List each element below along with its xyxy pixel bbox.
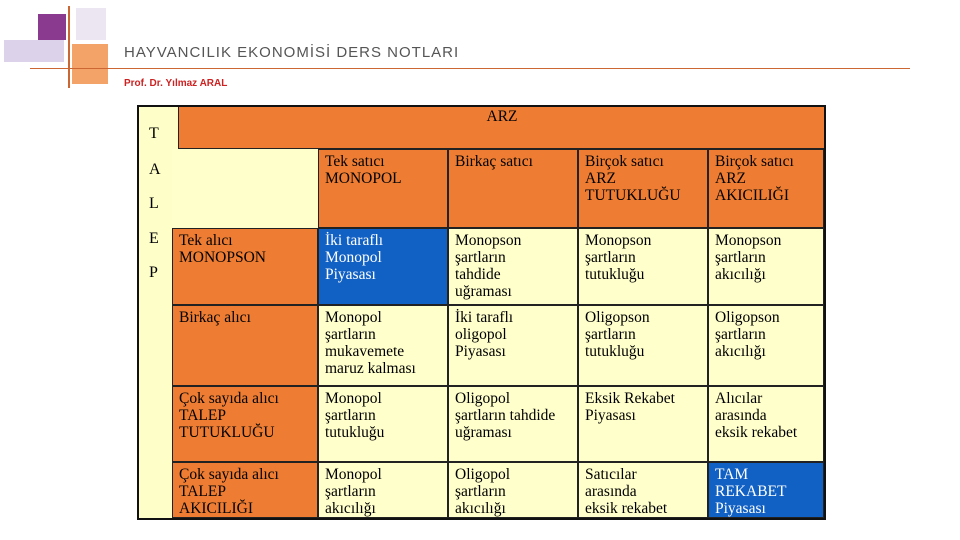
decor-square-purple: [38, 14, 66, 40]
row-label-talep-akiciligi: Çok sayıda alıcı TALEP AKICILIĞI: [172, 462, 318, 518]
row-label-talep-tutuklugu: Çok sayıda alıcı TALEP TUTUKLUĞU: [172, 386, 318, 462]
cell-r4-c1: Monopol şartların akıcılığı: [318, 462, 448, 518]
side-letter-a: A: [149, 161, 161, 178]
decor-horizontal-line: [30, 68, 910, 69]
side-letter-p: P: [149, 264, 158, 281]
side-letter-t: T: [149, 125, 159, 142]
cell-r3-c3: Eksik Rekabet Piyasası: [578, 386, 708, 462]
arz-header-label: ARZ: [486, 108, 518, 125]
cell-r3-c2: Oligopol şartların tahdide uğraması: [448, 386, 578, 462]
cell-r3-c1: Monopol şartların tutukluğu: [318, 386, 448, 462]
row-label-tek-alici: Tek alıcı MONOPSON: [172, 228, 318, 305]
cell-r4-c3: Satıcılar arasında eksik rekabet: [578, 462, 708, 518]
side-letter-l: L: [149, 195, 159, 212]
row-label-birkac-alici: Birkaç alıcı: [172, 305, 318, 386]
cell-r4-c4: TAM REKABET Piyasası: [708, 462, 824, 518]
cell-r1-c3: Monopson şartların tutukluğu: [578, 228, 708, 305]
cell-r2-c3: Oligopson şartların tutukluğu: [578, 305, 708, 386]
column-header-arz-akiciligi: Birçok satıcı ARZ AKICILIĞI: [708, 149, 824, 228]
cell-r2-c1: Monopol şartların mukavemete maruz kalması: [318, 305, 448, 386]
cell-r2-c2: İki taraflı oligopol Piyasası: [448, 305, 578, 386]
column-header-arz-tutuklugu: Birçok satıcı ARZ TUTUKLUĞU: [578, 149, 708, 228]
decor-square-lavender: [4, 40, 64, 62]
cell-r2-c4: Oligopson şartların akıcılığı: [708, 305, 824, 386]
cell-r4-c2: Oligopol şartların akıcılığı: [448, 462, 578, 518]
side-letter-e: E: [149, 230, 159, 247]
page-title: HAYVANCILIK EKONOMİSİ DERS NOTLARI: [124, 44, 460, 61]
cell-r3-c4: Alıcılar arasında eksik rekabet: [708, 386, 824, 462]
decor-square-light: [76, 8, 106, 40]
cell-r1-c2: Monopson şartların tahdide uğraması: [448, 228, 578, 305]
decor-vertical-line: [68, 6, 70, 88]
decor-square-orange: [72, 44, 108, 84]
cell-r1-c4: Monopson şartların akıcılığı: [708, 228, 824, 305]
page-subtitle: Prof. Dr. Yılmaz ARAL: [124, 78, 228, 89]
column-header-monopol: Tek satıcı MONOPOL: [318, 149, 448, 228]
cell-r1-c1: İki taraflı Monopol Piyasası: [318, 228, 448, 305]
column-header-birkac-satici: Birkaç satıcı: [448, 149, 578, 228]
corner-cell: [172, 149, 318, 228]
